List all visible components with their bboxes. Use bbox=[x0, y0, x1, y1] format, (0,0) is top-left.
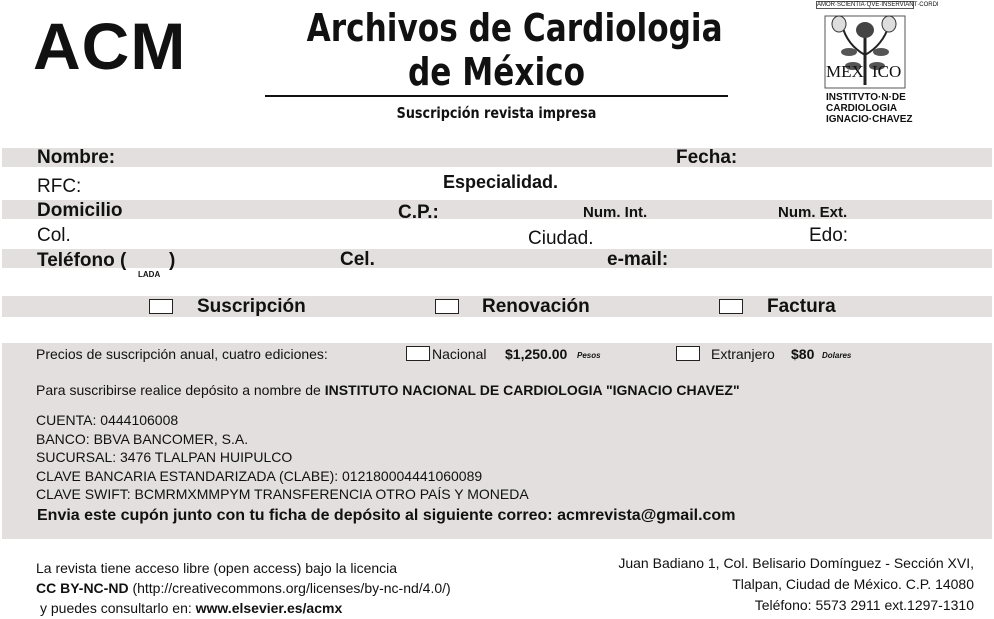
license-name: CC BY-NC-ND bbox=[36, 580, 129, 596]
consult-line bbox=[40, 600, 342, 616]
consult-text: y puedes consultarlo en: bbox=[40, 600, 196, 616]
prices-label: Precios de suscripción anual, cuatro ediciones: bbox=[36, 346, 328, 362]
license-line2 bbox=[36, 580, 451, 596]
email-field[interactable]: e-mail: bbox=[607, 249, 669, 270]
row-band-nombre bbox=[2, 148, 992, 167]
subtitle: Suscripción revista impresa bbox=[396, 104, 597, 122]
bank-line-banco: BANCO: BBVA BANCOMER, S.A. bbox=[36, 430, 249, 447]
deposit-name: INSTITUTO NACIONAL DE CARDIOLOGIA "IGNACIO CHAVEZ" bbox=[324, 382, 740, 398]
journal-title-line1: Archivos de Cardiologia bbox=[306, 6, 723, 50]
bank-line-clabe: CLAVE BANCARIA ESTANDARIZADA (CLABE): 012180004441060089 bbox=[36, 467, 483, 484]
address-line2: Tlalpan, Ciudad de México. C.P. 14080 bbox=[732, 576, 974, 592]
renovacion-label: Renovación bbox=[482, 296, 590, 317]
lada-label: LADA bbox=[138, 270, 161, 279]
especialidad-field[interactable]: Especialidad. bbox=[443, 172, 559, 192]
bank-line-sucursal: SUCURSAL: 3476 TLALPAN HUIPULCO bbox=[36, 449, 293, 465]
domicilio-field[interactable]: Domicilio bbox=[37, 200, 123, 221]
cel-field[interactable]: Cel. bbox=[340, 249, 375, 270]
license-url[interactable]: (http://creativecommons.org/licenses/by-nc-nd/4.0/) bbox=[128, 580, 451, 596]
extranjero-unit: Dolares bbox=[822, 351, 852, 360]
nombre-field[interactable]: Nombre: bbox=[37, 147, 116, 168]
nacional-unit: Pesos bbox=[577, 351, 601, 360]
suscripcion-label: Suscripción bbox=[197, 296, 306, 317]
logo-word-left: MEX bbox=[826, 62, 864, 81]
extranjero-checkbox[interactable] bbox=[676, 346, 700, 361]
institute-logo bbox=[812, 0, 939, 128]
logo-line3: IGNACIO·CHAVEZ bbox=[826, 114, 913, 125]
nacional-price: $1,250.00 bbox=[505, 346, 568, 362]
send-instructions: Envia este cupón junto con tu ficha de depósito al siguiente correo: acmrevista@gmail.com bbox=[37, 507, 736, 524]
edo-field[interactable]: Edo: bbox=[809, 225, 849, 246]
title-divider bbox=[265, 95, 728, 97]
logo-motto: AMOR·SCIENTIA·QVE·INSERVIANT·CORDI bbox=[817, 2, 939, 8]
fecha-field[interactable]: Fecha: bbox=[676, 147, 738, 168]
extranjero-label: Extranjero bbox=[711, 346, 775, 362]
num-ext-field[interactable]: Num. Ext. bbox=[778, 204, 848, 221]
nacional-label: Nacional bbox=[432, 346, 487, 362]
logo-line2: CARDIOLOGIA bbox=[826, 103, 898, 114]
suscripcion-checkbox[interactable] bbox=[149, 299, 173, 314]
factura-label: Factura bbox=[767, 296, 836, 317]
address-line1: Juan Badiano 1, Col. Belisario Domínguez - Sección XVI, bbox=[618, 555, 974, 571]
deposit-instructions bbox=[36, 382, 740, 398]
rfc-field[interactable]: RFC: bbox=[37, 176, 82, 197]
factura-checkbox[interactable] bbox=[719, 299, 743, 314]
cp-field[interactable]: C.P.: bbox=[398, 202, 439, 223]
nacional-checkbox[interactable] bbox=[406, 346, 430, 361]
bank-line-swift: CLAVE SWIFT: BCMRMXMMPYM TRANSFERENCIA OTRO PAÍS Y MONEDA bbox=[36, 486, 529, 502]
ciudad-field[interactable]: Ciudad. bbox=[528, 228, 594, 249]
col-field[interactable]: Col. bbox=[37, 225, 71, 246]
logo-word-right: ICO bbox=[872, 62, 902, 81]
license-line1: La revista tiene acceso libre (open access) bajo la licencia bbox=[36, 560, 398, 576]
bank-line-cuenta: CUENTA: 0444106008 bbox=[36, 412, 179, 428]
num-int-field[interactable]: Num. Int. bbox=[583, 204, 648, 221]
journal-title-line2: de México bbox=[407, 50, 586, 94]
row-band-telefono bbox=[2, 249, 992, 268]
acm-logo-text: ACM bbox=[33, 9, 187, 83]
deposit-text: Para suscribirse realice depósito a nombre de bbox=[36, 382, 325, 398]
telefono-field[interactable]: Teléfono ( bbox=[37, 250, 127, 271]
logo-line1: INSTITVTO·N·DE bbox=[826, 92, 906, 103]
address-line3: Teléfono: 5573 2911 ext.1297-1310 bbox=[754, 597, 974, 613]
extranjero-price: $80 bbox=[791, 346, 815, 362]
consult-url[interactable]: www.elsevier.es/acmx bbox=[195, 600, 343, 616]
bank-details bbox=[36, 411, 529, 504]
renovacion-checkbox[interactable] bbox=[435, 299, 459, 314]
telefono-paren-close: ) bbox=[169, 250, 176, 271]
